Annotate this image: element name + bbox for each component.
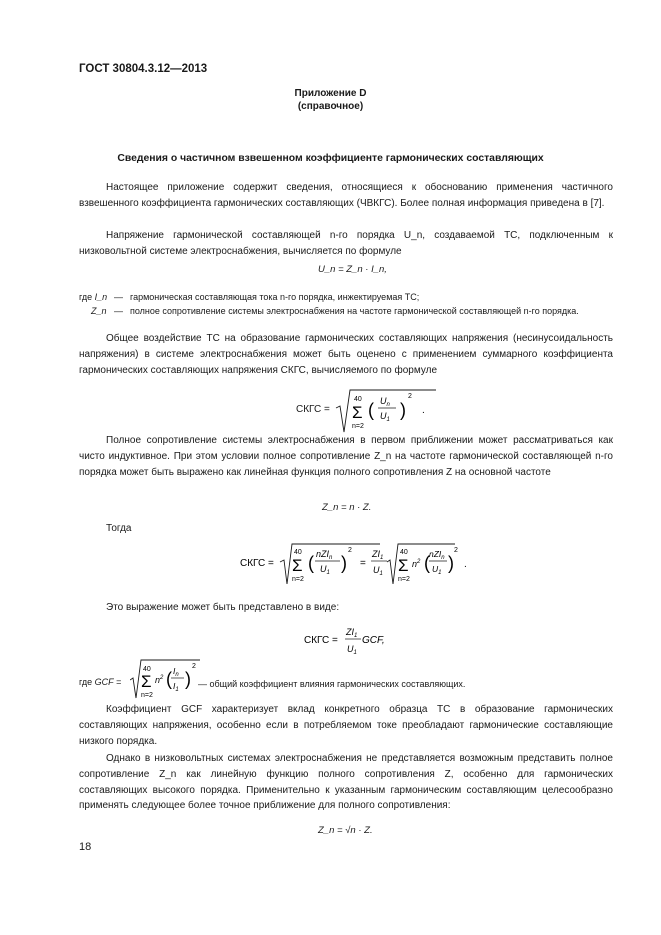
svg-text:40: 40 — [143, 666, 151, 673]
svg-text:2: 2 — [192, 663, 196, 670]
svg-text:n=2: n=2 — [141, 692, 153, 699]
formula-thd — [296, 388, 456, 436]
svg-text:СКГС =: СКГС = — [240, 558, 274, 569]
svg-text:Σ: Σ — [352, 403, 363, 422]
document-header: ГОСТ 30804.3.12—2013 — [79, 63, 208, 75]
paragraph-4: Полное сопротивление системы электроснабжения в первом приближении может рассматриваться как чисто индуктивное. При этом условии полное сопротивление Z_n на частоте гармонической составляющей n-го порядка может быть выражено как линейная функция полного сопротивления Z на основной частоте — [79, 435, 613, 478]
svg-text:U1: $U_1$ — [347, 644, 357, 656]
formula-voltage: U_n = Z_n · I_n, — [318, 264, 387, 275]
svg-text:n2: $n^2$ — [412, 559, 421, 569]
svg-text:): ) — [185, 669, 191, 689]
svg-text:СКГС =: СКГС = — [296, 404, 330, 415]
svg-text:U1: $U_1$ — [320, 564, 330, 576]
svg-text:2: 2 — [454, 547, 458, 554]
annex-name: Приложение D — [294, 88, 367, 99]
paragraph-6: Это выражение может быть представлено в виде: — [106, 602, 340, 613]
svg-text:.: . — [464, 559, 467, 570]
svg-text:ZI1: $ZI_1$ — [372, 549, 384, 561]
svg-text:СКГС =: СКГС = — [304, 635, 338, 646]
svg-text:Σ: Σ — [141, 672, 152, 691]
svg-text:(: ( — [424, 553, 430, 573]
where-block-1b: Z_n — полное сопротивление системы электроснабжения на частоте гармонической составляющей n-го порядка. — [0, 305, 661, 335]
section-title: Сведения о частичном взвешенном коэффициенте гармонических составляющих — [117, 153, 544, 164]
annex-kind: (справочное) — [297, 101, 364, 112]
svg-text:=: = — [360, 558, 366, 569]
svg-text:In: $I_n$ — [173, 666, 179, 678]
svg-text:I1: $I_1$ — [173, 681, 179, 693]
paragraph-5: Тогда — [106, 523, 132, 534]
svg-text:nZIn: nZI$_n$ — [316, 549, 333, 561]
svg-text:(: ( — [308, 553, 314, 573]
svg-text:(: ( — [368, 400, 374, 420]
paragraph-8: Однако в низковольтных системах электроснабжения не представляется возможным представить полное сопротивление Z_n как линейную функцию полного сопротивления Z, особенно для гармонических составляющих высокого порядка. Применительно к указанным гармоническим составляющим целесообразно применять следующее более точное приближение для полного сопротивления: — [79, 753, 613, 812]
svg-text:40: 40 — [400, 549, 408, 556]
svg-text:40: 40 — [294, 549, 302, 556]
paragraph-7: Коэффициент GCF характеризует вклад конкретного образца ТС в образование гармонических составляющих напряжения, особенно если в потребляемом токе преобладают гармонические составляющие низкого порядка. — [79, 704, 613, 747]
definition-gcf: — общий коэффициент влияния гармонических составляющих. — [198, 679, 466, 689]
where-block-1: где I_n — гармоническая составляющая тока n-го порядка, инжектируемая ТС; — [0, 291, 661, 331]
svg-text:2: 2 — [408, 393, 412, 400]
svg-text:): ) — [448, 553, 454, 573]
svg-text:Un: $U_n$ — [380, 396, 390, 408]
definition-current: гармоническая составляющая тока n-го порядка, инжектируемая ТС; — [130, 292, 420, 302]
svg-text:nZIn: nZI$_n$ — [429, 549, 445, 561]
svg-text:n2: $n^2$ — [155, 675, 164, 685]
formula-thd-gcf — [304, 624, 404, 658]
svg-text:U1: $U_1$ — [373, 565, 383, 577]
formula-thd-expanded — [240, 542, 470, 588]
svg-text:n=2: n=2 — [398, 576, 410, 583]
paragraph-2: Напряжение гармонической составляющей n-го порядка U_n, создаваемой ТС, подключенным к низковольтной системе электроснабжения, вычисляется по формуле — [79, 230, 613, 257]
svg-text:Σ: Σ — [292, 556, 303, 575]
svg-text:40: 40 — [354, 396, 362, 403]
svg-text:GCF,: GCF, — [362, 635, 385, 646]
where-label-2: где GCF = — [79, 677, 122, 687]
svg-text:U1: $U_1$ — [380, 411, 390, 423]
svg-text:Σ: Σ — [398, 556, 409, 575]
formula-impedance-linear: Z_n = n · Z. — [322, 502, 372, 513]
svg-text:): ) — [341, 553, 347, 573]
definition-impedance: полное сопротивление системы электроснабжения на частоте гармонической составляющей n-го порядка. — [130, 306, 579, 316]
formula-gcf — [130, 658, 202, 700]
paragraph-3: Общее воздействие ТС на образование гармонических составляющих напряжения (несинусоидальность напряжения) в системе электроснабжения может быть оценено с применением суммарного коэффициента гармонических составляющих напряжения СКГС, вычисляемого по формуле — [79, 333, 613, 376]
formula-impedance-sqrt: Z_n = √n · Z. — [318, 825, 373, 836]
svg-text:): ) — [400, 400, 406, 420]
svg-text:n=2: n=2 — [352, 423, 364, 430]
svg-text:U1: $U_1$ — [432, 564, 442, 576]
paragraph-1: Настоящее приложение содержит сведения, относящиеся к обоснованию применения частичного взвешенного коэффициента гармонических составляющих (ЧВКГС). Более полная информация приведена в [7]. — [79, 182, 613, 209]
svg-text:ZI1: $ZI_1$ — [346, 627, 358, 639]
svg-text:.: . — [422, 405, 425, 416]
page-number: 18 — [79, 841, 92, 853]
svg-text:n=2: n=2 — [292, 576, 304, 583]
svg-text:(: ( — [166, 669, 172, 689]
svg-text:2: 2 — [348, 547, 352, 554]
